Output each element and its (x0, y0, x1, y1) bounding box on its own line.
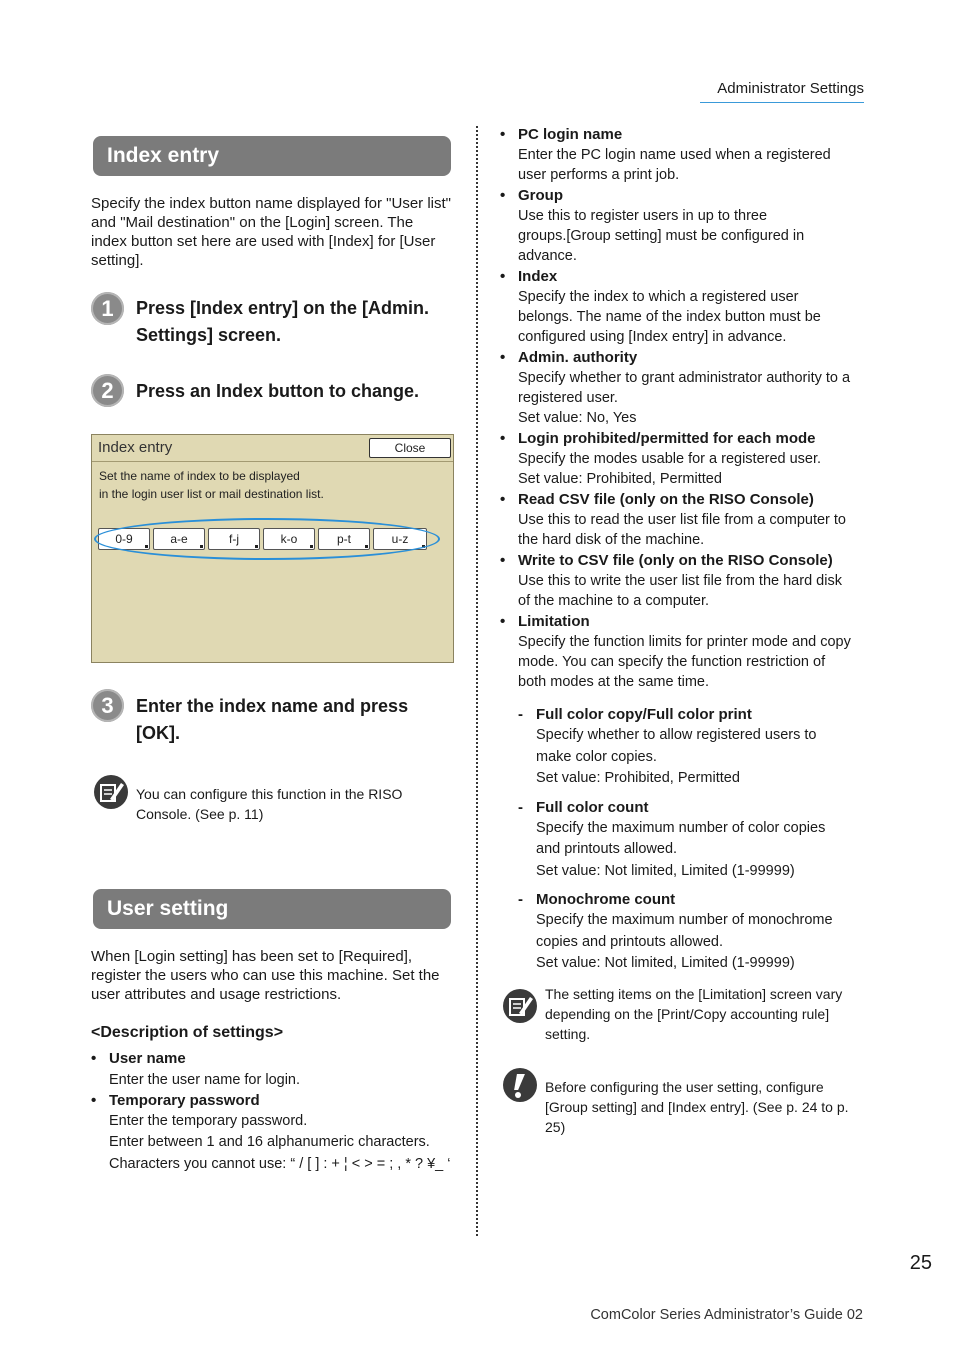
sub-list-item (518, 890, 868, 975)
sub-item-line: copies and printouts allowed. (536, 933, 724, 950)
sub-item-line: Set value: Prohibited, Permitted (536, 770, 740, 786)
bullet: • (500, 552, 506, 569)
item-line: Use this to register users in up to three (518, 208, 768, 224)
dash: - (518, 706, 523, 723)
item-line: Enter the temporary password. (109, 1113, 308, 1129)
item-line: of the machine to a computer. (518, 593, 710, 609)
sub-list-item (518, 798, 868, 883)
list-item (91, 1091, 461, 1176)
highlight-ellipse (94, 518, 440, 560)
item-line: the hard disk of the machine. (518, 532, 705, 548)
footer-guide-title: ComColor Series Administrator’s Guide 02 (590, 1307, 863, 1323)
index-entry-heading: Index entry (93, 136, 451, 176)
item-title: PC login name (518, 126, 623, 143)
list-item (500, 429, 870, 489)
item-line: Enter between 1 and 16 alphanumeric characters. (109, 1134, 430, 1150)
item-line: registered user. (518, 390, 618, 406)
bullet: • (500, 430, 506, 447)
item-title: Group (518, 187, 563, 204)
list-item (500, 125, 870, 185)
item-title: Write to CSV file (only on the RISO Console) (518, 552, 833, 569)
item-line: Specify the modes usable for a registered user. (518, 451, 822, 467)
page-number: 25 (909, 1252, 932, 1274)
bullet: • (500, 613, 506, 630)
list-item (500, 186, 870, 266)
section-header: Administrator Settings (700, 79, 864, 103)
description-heading: <Description of settings> (91, 1024, 284, 1041)
item-title: Limitation (518, 613, 590, 630)
list-item (500, 612, 870, 692)
item-line: both modes at the same time. (518, 674, 710, 690)
item-line: Specify whether to grant administrator authority to a (518, 370, 851, 386)
list-item (500, 551, 870, 611)
index-button-f-j[interactable]: f-j (208, 528, 260, 550)
bullet: • (500, 187, 506, 204)
screen-title-bar (92, 435, 453, 462)
item-title: User name (109, 1050, 186, 1067)
sub-item-line: Specify the maximum number of color copies (536, 819, 826, 836)
item-title: Temporary password (109, 1092, 260, 1109)
sub-list-item (518, 705, 868, 790)
item-line: Enter the PC login name used when a registered (518, 147, 831, 163)
prerequisite-note: Before configuring the user setting, configure [Group setting] and [Index entry]. (See p. 24 to p. 25) (545, 1079, 849, 1135)
step-3-badge: 3 (91, 689, 124, 722)
bullet: • (500, 349, 506, 366)
close-button[interactable]: Close (369, 438, 451, 458)
exclamation-icon (503, 1068, 537, 1102)
item-title: Admin. authority (518, 349, 638, 366)
item-line: user performs a print job. (518, 167, 680, 183)
bullet: • (500, 126, 506, 143)
item-line: Use this to write the user list file from the hard disk (518, 573, 842, 589)
sub-item-line: Specify the maximum number of monochrome (536, 912, 833, 928)
screen-message-line-1: Set the name of index to be displayed (99, 469, 300, 483)
item-line: advance. (518, 248, 577, 264)
list-item (500, 267, 870, 347)
dash: - (518, 891, 523, 908)
index-entry-intro: Specify the index button name displayed for "User list" and "Mail destination" on the [Login] screen. The index button set here are used with [Index] for [User setting]. (91, 195, 451, 269)
sub-item-title: Full color count (536, 798, 649, 816)
item-line: belongs. The name of the index button must be (518, 309, 821, 325)
step-3-text: Enter the index name and press [OK]. (136, 696, 409, 743)
index-entry-note: You can configure this function in the RISO Console. (See p. 11) (136, 786, 403, 822)
index-button-0-9[interactable]: 0-9 (98, 528, 150, 550)
item-line: groups.[Group setting] must be configured in (518, 228, 805, 244)
item-line: configured using [Index entry] in advance. (518, 329, 787, 345)
item-line: Characters you cannot use: “ / [ ] : + ¦ < > = ; , * ? ¥_ ‘ (109, 1156, 451, 1172)
item-title: Read CSV file (only on the RISO Console) (518, 491, 814, 508)
bullet: • (500, 491, 506, 508)
step-1-badge: 1 (91, 292, 124, 325)
sub-item-line: make color copies. (536, 748, 657, 765)
bullet: • (91, 1092, 97, 1109)
list-item (500, 490, 870, 550)
item-title: Index (518, 268, 558, 285)
item-line: Specify the function limits for printer mode and copy (518, 634, 851, 650)
bullet: • (500, 268, 506, 285)
sub-item-line: Set value: Not limited, Limited (1-99999) (536, 862, 795, 879)
list-item (91, 1049, 461, 1091)
column-divider (476, 126, 478, 1236)
user-setting-intro: When [Login setting] has been set to [Required], register the users who can use this machine. Set the user attributes and usage restrictions. (91, 948, 440, 1003)
user-setting-heading: User setting (93, 889, 451, 929)
index-button-u-z[interactable]: u-z (373, 528, 427, 550)
right-settings-list (500, 125, 870, 693)
item-line: Set value: Prohibited, Permitted (518, 471, 722, 487)
screen-title: Index entry (98, 439, 173, 456)
item-line: Use this to read the user list file from a computer to (518, 512, 846, 528)
screen-message-line-2: in the login user list or mail destination list. (99, 487, 324, 501)
item-line: Enter the user name for login. (109, 1072, 301, 1088)
dash: - (518, 798, 523, 816)
item-line: mode. You can specify the function restriction of (518, 654, 826, 670)
list-item (500, 348, 870, 428)
sub-item-line: and printouts allowed. (536, 841, 678, 857)
sub-item-title: Full color copy/Full color print (536, 706, 752, 723)
index-button-k-o[interactable]: k-o (263, 528, 315, 550)
left-settings-list (91, 1049, 461, 1176)
bullet: • (91, 1050, 97, 1067)
limitation-sub-list (518, 705, 868, 983)
pencil-note-icon (94, 775, 128, 809)
item-line: Set value: No, Yes (518, 410, 637, 426)
step-2-badge: 2 (91, 374, 124, 407)
pencil-note-icon (503, 989, 537, 1023)
item-line: Specify the index to which a registered user (518, 289, 799, 305)
item-title: Login prohibited/permitted for each mode (518, 430, 816, 447)
sub-item-line: Specify whether to allow registered users to (536, 727, 817, 743)
screen-message (99, 467, 324, 503)
sub-item-line: Set value: Not limited, Limited (1-99999) (536, 955, 795, 971)
index-button-p-t[interactable]: p-t (318, 528, 370, 550)
limitation-note: The setting items on the [Limitation] screen vary depending on the [Print/Copy accounting rule] setting. (545, 986, 843, 1042)
index-button-a-e[interactable]: a-e (153, 528, 205, 550)
sub-item-title: Monochrome count (536, 891, 676, 908)
step-1-text: Press [Index entry] on the [Admin. Settings] screen. (136, 298, 430, 345)
step-2-text: Press an Index button to change. (136, 381, 420, 401)
